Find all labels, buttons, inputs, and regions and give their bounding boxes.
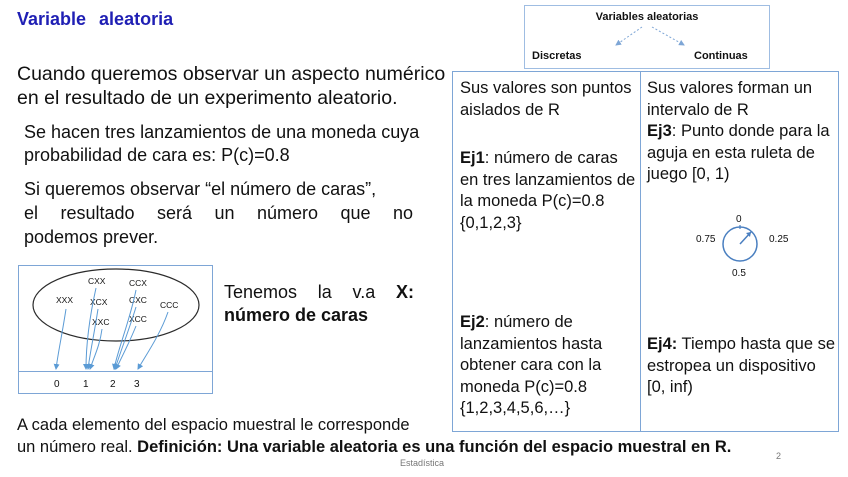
comparison-table-divider	[640, 71, 641, 432]
roulette-diagram	[690, 208, 790, 282]
continuous-description: Sus valores forman un intervalo de R Ej3: Punto donde para la aguja en esta ruleta de juego [0, 1)	[647, 79, 830, 183]
observation-line-2: el resultado será un número que no	[24, 203, 413, 223]
roulette-label-left: 0.75	[696, 234, 716, 245]
discrete-description: Sus valores son puntos aislados de R	[460, 79, 632, 119]
outcome-label: CCX	[129, 278, 147, 288]
discrete-label: Discretas	[532, 50, 582, 62]
continuous-label: Continuas	[694, 50, 748, 62]
roulette-label-bottom: 0.5	[732, 268, 746, 279]
outcome-label: XCC	[129, 314, 147, 324]
variable-types-title: Variables aleatorias	[595, 11, 699, 23]
outcome-label: CXX	[88, 276, 106, 286]
roulette-label-top: 0	[736, 214, 742, 225]
rv-line-1: Tenemos la v.a X:	[224, 282, 414, 302]
value-label: 2	[110, 379, 116, 390]
outcome-label: XCX	[90, 297, 108, 307]
definition-text: A cada elemento del espacio muestral le corresponde un número real. Definición: Una variable aleatoria es una función del espacio muestral en R.	[17, 416, 732, 456]
mapping-arrow	[56, 309, 66, 369]
continuous-example-4: Ej4: Tiempo hasta que se estropea un dispositivo [0, inf)	[647, 335, 836, 396]
slide-title: Variable aleatoria	[17, 9, 174, 29]
page-number: 2	[776, 451, 782, 461]
discrete-example-2: Ej2: número de lanzamientos hasta obtener cara con la moneda P(c)=0.8 {1,2,3,4,5,6,…}	[460, 313, 603, 417]
observation-text	[24, 177, 413, 249]
observation-line-3: podemos prever.	[24, 227, 159, 247]
mapping-arrow	[116, 326, 136, 369]
sample-space-graphic	[18, 265, 213, 394]
outcome-label: CXC	[129, 295, 147, 305]
discrete-example-1: Ej1: número de caras en tres lanzamientos de la moneda P(c)=0.8 {0,1,2,3}	[460, 149, 636, 232]
roulette-label-right: 0.25	[769, 234, 789, 245]
mapping-arrow	[90, 329, 102, 369]
value-label: 0	[54, 379, 60, 390]
outcome-label: CCC	[160, 300, 179, 310]
value-label: 1	[83, 379, 89, 390]
coin-experiment-text: Se hacen tres lanzamientos de una moneda cuya probabilidad de cara es: P(c)=0.8	[24, 122, 420, 165]
rv-line-2: número de caras	[224, 305, 369, 325]
observation-line-1: Si queremos observar “el número de caras”,	[24, 179, 377, 199]
value-label: 3	[134, 379, 140, 390]
outcome-label: XXC	[92, 317, 110, 327]
intro-text: Cuando queremos observar un aspecto numérico en el resultado de un experimento aleatorio.	[17, 63, 446, 109]
outcome-label: XXX	[56, 295, 74, 305]
mapping-arrow	[115, 307, 136, 369]
random-variable-text	[224, 281, 414, 327]
footer-label: Estadística	[400, 458, 445, 468]
